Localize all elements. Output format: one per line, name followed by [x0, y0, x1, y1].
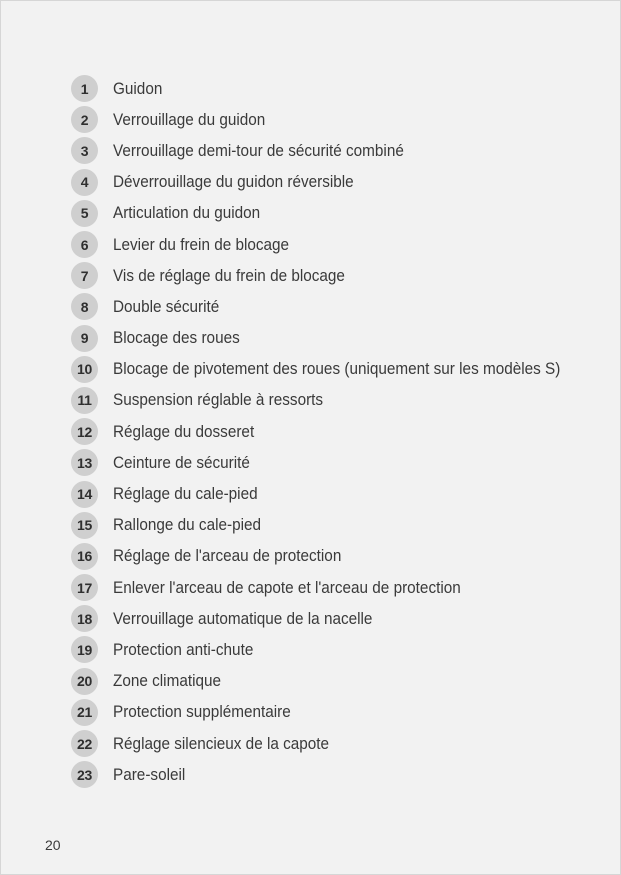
- list-item: [71, 198, 610, 229]
- item-number-badge: 6: [71, 231, 98, 258]
- item-number-badge: 16: [71, 543, 98, 570]
- item-label: Ceinture de sécurité: [113, 452, 250, 472]
- item-number-badge: 10: [71, 356, 98, 383]
- item-label: Articulation du guidon: [113, 203, 261, 223]
- list-item: [71, 759, 610, 790]
- item-number-badge: 21: [71, 699, 98, 726]
- list-item: [71, 510, 610, 541]
- item-label: Blocage de pivotement des roues (uniquement sur les modèles S): [113, 359, 561, 379]
- item-label: Rallonge du cale-pied: [113, 515, 262, 535]
- list-item: [71, 697, 610, 728]
- item-label: Pare-soleil: [113, 764, 186, 784]
- item-label: Vis de réglage du frein de blocage: [113, 265, 345, 285]
- item-number-badge: 7: [71, 262, 98, 289]
- item-number-badge: 23: [71, 761, 98, 788]
- item-label: Verrouillage du guidon: [113, 109, 266, 129]
- item-number-badge: 4: [71, 169, 98, 196]
- list-item: [71, 323, 610, 354]
- item-number-badge: 17: [71, 574, 98, 601]
- item-label: Suspension réglable à ressorts: [113, 390, 324, 410]
- item-number-badge: 2: [71, 106, 98, 133]
- list-item: [71, 229, 610, 260]
- list-item: [71, 73, 610, 104]
- item-number-badge: 15: [71, 512, 98, 539]
- list-item: [71, 666, 610, 697]
- list-item: [71, 478, 610, 509]
- item-number-badge: 12: [71, 418, 98, 445]
- item-label: Blocage des roues: [113, 328, 240, 348]
- list-item: [71, 167, 610, 198]
- item-number-badge: 9: [71, 325, 98, 352]
- item-label: Protection anti-chute: [113, 639, 254, 659]
- item-label: Levier du frein de blocage: [113, 234, 290, 254]
- list-item: [71, 354, 610, 385]
- item-label: Réglage de l'arceau de protection: [113, 546, 342, 566]
- parts-legend-list: [71, 73, 610, 790]
- item-label: Déverrouillage du guidon réversible: [113, 172, 354, 192]
- item-label: Verrouillage demi-tour de sécurité combiné: [113, 140, 404, 160]
- item-number-badge: 14: [71, 481, 98, 508]
- list-item: [71, 135, 610, 166]
- page-number: 20: [45, 837, 61, 853]
- list-item: [71, 104, 610, 135]
- item-label: Réglage silencieux de la capote: [113, 733, 330, 753]
- list-item: [71, 260, 610, 291]
- list-item: [71, 634, 610, 665]
- item-label: Guidon: [113, 78, 163, 98]
- item-label: Réglage du dosseret: [113, 421, 255, 441]
- item-label: Double sécurité: [113, 296, 220, 316]
- item-number-badge: 13: [71, 449, 98, 476]
- list-item: [71, 291, 610, 322]
- list-item: [71, 572, 610, 603]
- list-item: [71, 447, 610, 478]
- item-number-badge: 20: [71, 668, 98, 695]
- list-item: [71, 416, 610, 447]
- item-number-badge: 11: [71, 387, 98, 414]
- item-number-badge: 5: [71, 200, 98, 227]
- list-item: [71, 541, 610, 572]
- list-item: [71, 385, 610, 416]
- item-number-badge: 18: [71, 605, 98, 632]
- item-label: Enlever l'arceau de capote et l'arceau de protection: [113, 577, 461, 597]
- item-label: Réglage du cale-pied: [113, 484, 258, 504]
- item-number-badge: 22: [71, 730, 98, 757]
- item-number-badge: 1: [71, 75, 98, 102]
- item-label: Zone climatique: [113, 671, 222, 691]
- item-label: Verrouillage automatique de la nacelle: [113, 608, 373, 628]
- item-number-badge: 3: [71, 137, 98, 164]
- item-number-badge: 19: [71, 636, 98, 663]
- item-number-badge: 8: [71, 293, 98, 320]
- item-label: Protection supplémentaire: [113, 702, 291, 722]
- list-item: [71, 728, 610, 759]
- list-item: [71, 603, 610, 634]
